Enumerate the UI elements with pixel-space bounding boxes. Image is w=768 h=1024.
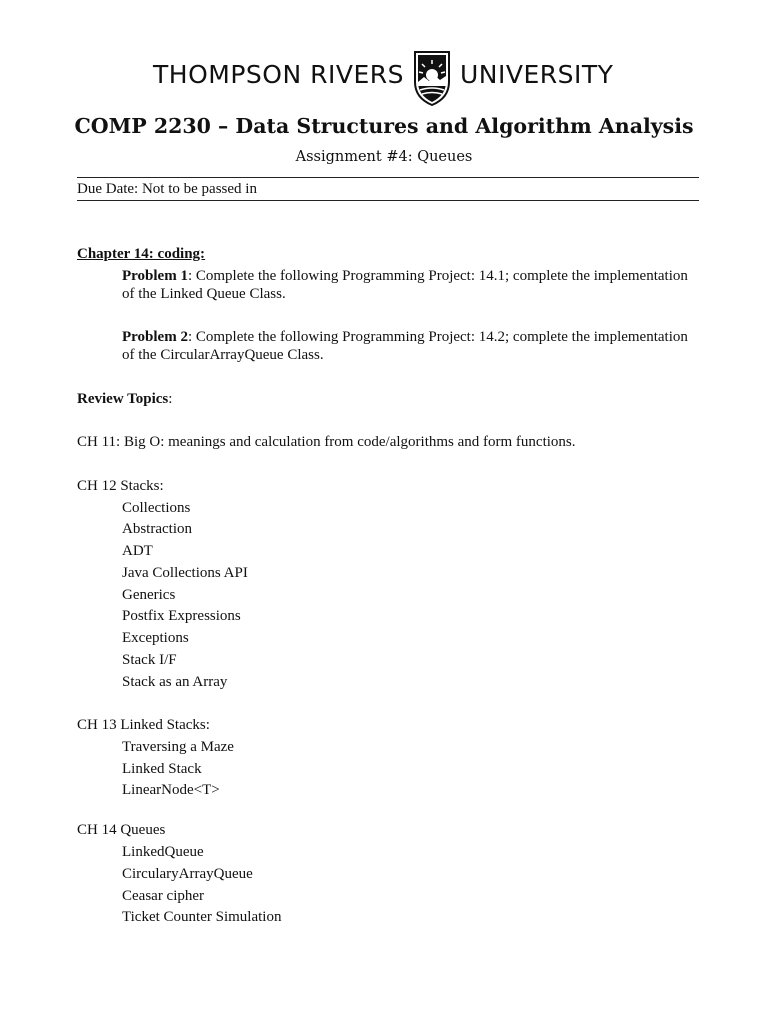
list-item: CircularyArrayQueue <box>122 866 253 882</box>
list-item: LinkedQueue <box>122 844 204 860</box>
list-item: Postfix Expressions <box>122 608 241 624</box>
list-item: LinearNode<T> <box>122 782 220 798</box>
ch12-title: CH 12 Stacks: <box>77 478 164 494</box>
list-item: Stack as an Array <box>122 674 228 690</box>
assignment-subtitle: Assignment #4: Queues <box>295 149 473 165</box>
list-item: Collections <box>122 500 191 516</box>
list-item: Java Collections API <box>122 565 248 581</box>
problem-text: : Complete the following Programming Project: 14.1; complete the implementation of the Linked Queue Class. <box>122 268 688 302</box>
list-item: Ceasar cipher <box>122 888 205 904</box>
course-title: COMP 2230 – Data Structures and Algorithm Analysis <box>74 114 694 138</box>
ch14-title: CH 14 Queues <box>77 822 166 838</box>
list-item: Traversing a Maze <box>122 739 234 755</box>
problem-2 <box>122 328 702 364</box>
list-item: ADT <box>122 543 153 559</box>
list-item: Stack I/F <box>122 652 177 668</box>
problem-text: : Complete the following Programming Project: 14.2; complete the implementation of the CircularArrayQueue Class. <box>122 329 688 363</box>
ch11-topic: CH 11: Big O: meanings and calculation from code/algorithms and form functions. <box>77 434 576 450</box>
logo-left-text: THOMPSON RIVERS <box>153 60 404 89</box>
review-heading-label: Review Topics <box>77 391 169 407</box>
top-divider <box>77 177 699 178</box>
list-item: Ticket Counter Simulation <box>122 909 282 925</box>
list-item: Abstraction <box>122 521 192 537</box>
ch13-title: CH 13 Linked Stacks: <box>77 717 210 733</box>
review-heading-suffix: : <box>168 391 173 407</box>
shield-icon <box>413 48 451 106</box>
list-item: Generics <box>122 587 176 603</box>
review-heading <box>77 390 172 408</box>
list-item: Linked Stack <box>122 761 202 777</box>
problem-label: Problem 2 <box>122 329 188 345</box>
chapter-heading: Chapter 14: coding: <box>77 246 206 262</box>
university-logo <box>0 46 768 106</box>
list-item: Exceptions <box>122 630 189 646</box>
problem-1 <box>122 267 702 303</box>
due-date: Due Date: Not to be passed in <box>77 181 257 197</box>
logo-right-text: UNIVERSITY <box>460 60 614 89</box>
problem-label: Problem 1 <box>122 268 188 284</box>
bottom-divider <box>77 200 699 201</box>
